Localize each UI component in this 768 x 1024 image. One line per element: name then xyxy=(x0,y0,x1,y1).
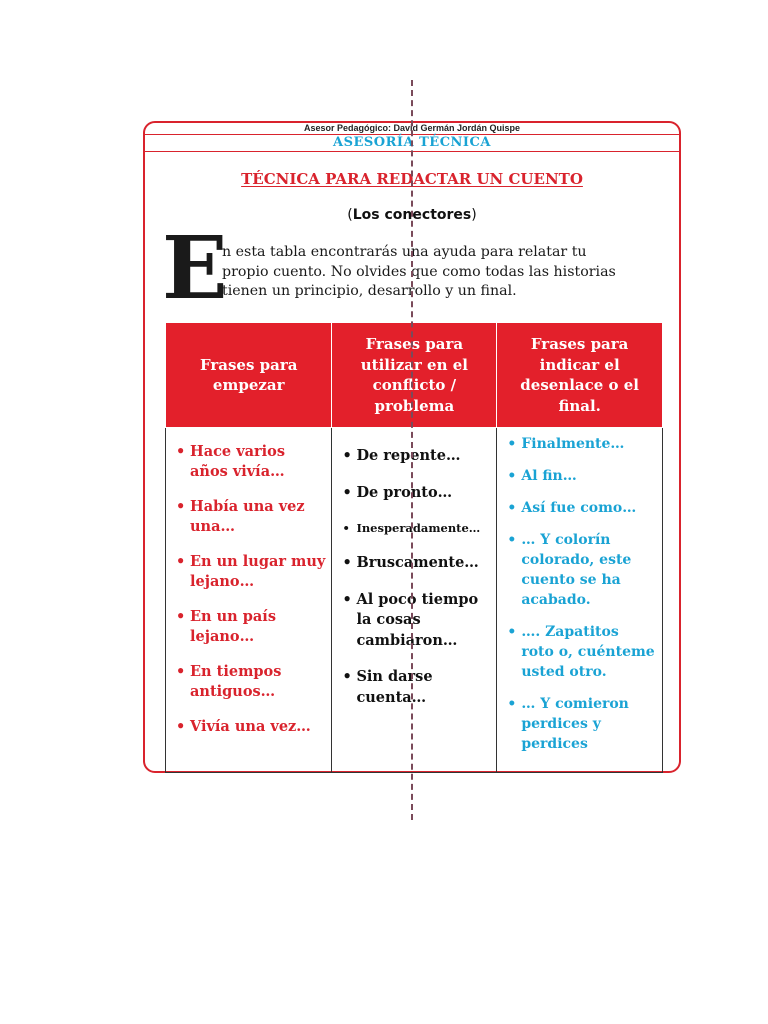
section-header: ASESORÍA TÉCNICA xyxy=(333,135,491,150)
table-row xyxy=(166,428,663,773)
subtitle-open-paren: ( xyxy=(347,207,353,223)
column-conflict xyxy=(332,428,497,773)
list-item: • En un lugar muy lejano… xyxy=(174,552,325,591)
list-item: • Hace varios años vivía… xyxy=(174,442,325,481)
list-item: • …. Zapatitos roto o, cuénteme usted otro. xyxy=(505,622,656,682)
list-item: • Inesperadamente… xyxy=(340,519,490,537)
list-item: • Al fin… xyxy=(505,466,656,486)
column-ending xyxy=(497,428,663,773)
document-title: TÉCNICA PARA REDACTAR UN CUENTO xyxy=(241,170,583,188)
list-item: • Había una vez una… xyxy=(174,497,325,536)
list-item: • De pronto… xyxy=(340,483,490,504)
intro-line: tienen un principio, desarrollo y un final. xyxy=(222,283,517,299)
list-item: • De repente… xyxy=(340,446,490,467)
column-start xyxy=(166,428,332,773)
subtitle-text: Los conectores xyxy=(352,207,472,223)
header-conflict-phrases: Frases para utilizar en el conflicto / problema xyxy=(332,323,497,428)
intro-line: propio cuento. No olvides que como todas las historias xyxy=(222,263,616,280)
connectors-table xyxy=(165,322,663,773)
intro-line: n esta tabla encontrarás una ayuda para relatar tu xyxy=(222,244,587,260)
author-line: Asesor Pedagógico: David Germán Jordán Quispe xyxy=(303,123,521,133)
list-item: • … Y comieron perdices y perdices xyxy=(505,694,656,754)
list-item: • Al poco tiempo la cosas cambiaron… xyxy=(340,590,490,652)
list-item: • Finalmente… xyxy=(505,434,656,454)
list-item: • Así fue como… xyxy=(505,498,656,518)
list-item: • Bruscamente… xyxy=(340,553,490,574)
list-item: • En tiempos antiguos… xyxy=(174,662,325,701)
header-ending-phrases: Frases para indicar el desenlace o el final. xyxy=(497,323,663,428)
list-item: • Sin darse cuenta… xyxy=(340,667,490,708)
table-header-row xyxy=(166,323,663,428)
fold-guide-line xyxy=(411,80,413,820)
list-item: • … Y colorín colorado, este cuento se ha acabado. xyxy=(505,530,656,610)
drop-cap: E xyxy=(162,218,228,319)
subtitle-close-paren: ) xyxy=(471,207,477,223)
list-item: • En un país lejano… xyxy=(174,607,325,646)
list-item: • Vivía una vez… xyxy=(174,717,325,737)
header-start-phrases: Frases para empezar xyxy=(166,323,332,428)
